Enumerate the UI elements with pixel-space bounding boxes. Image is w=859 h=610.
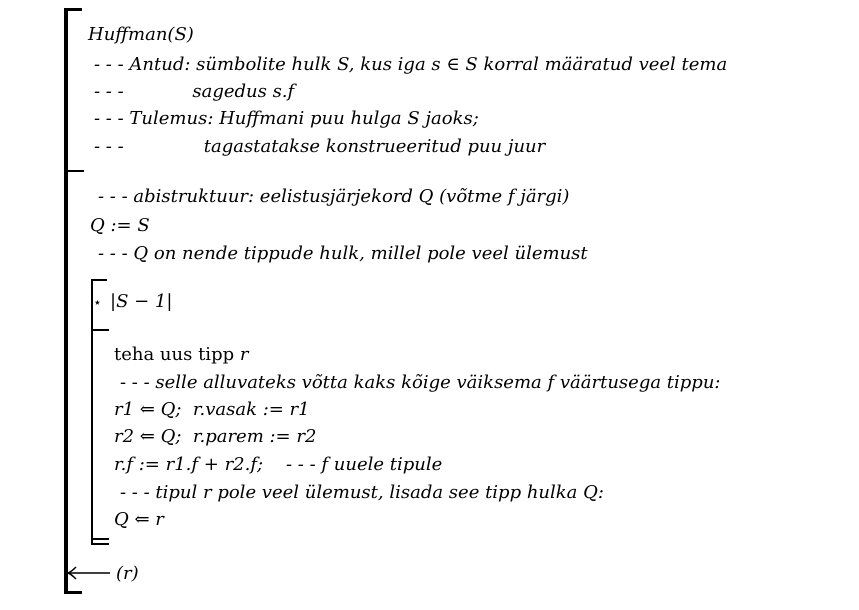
- loop-line-new-node-var: r: [239, 344, 249, 365]
- loop-line-new-node-text: teha uus tipp: [114, 344, 240, 365]
- loop-line-new-node: [114, 344, 248, 366]
- return-expression: (r): [116, 563, 139, 584]
- loop-bracket-bottom-2: [91, 543, 109, 545]
- loop-star-icon: ⋆: [93, 295, 102, 311]
- header-comment-given: - - - Antud: sümbolite hulk S, kus iga s ∈ S korral määratud veel tema: [94, 54, 728, 75]
- loop-line-right-child: r2 ⇐ Q; r.parem := r2: [114, 426, 317, 447]
- comment-q-description: - - - Q on nende tippude hulk, millel pole veel ülemust: [98, 243, 588, 264]
- loop-bracket-vertical: [91, 279, 93, 544]
- outer-bracket-top: [64, 8, 82, 11]
- header-comment-result: - - - Tulemus: Huffmani puu hulga S jaoks;: [94, 108, 479, 129]
- loop-comment-insert: - - - tipul r pole veel ülemust, lisada see tipp hulka Q:: [120, 482, 604, 503]
- loop-bracket-bottom-1: [91, 538, 109, 540]
- loop-header-separator: [91, 329, 109, 331]
- loop-line-frequency-sum: r.f := r1.f + r2.f; - - - f uuele tipule: [114, 454, 443, 475]
- loop-line-left-child: r1 ⇐ Q; r.vasak := r1: [114, 399, 310, 420]
- loop-bracket-top: [91, 279, 107, 281]
- outer-bracket-vertical: [64, 8, 68, 594]
- header-comment-frequency: - - - sagedus s.f: [94, 81, 295, 102]
- return-arrow-icon: [66, 565, 112, 581]
- loop-count-expression: |S − 1|: [110, 291, 173, 312]
- header-comment-returns: - - - tagastatakse konstrueeritud puu juur: [94, 136, 546, 157]
- assign-q-statement: Q := S: [90, 215, 150, 236]
- procedure-title: Huffman(S): [88, 24, 194, 45]
- comment-priority-queue: - - - abistruktuur: eelistusjärjekord Q (võtme f järgi): [98, 186, 570, 207]
- header-separator: [64, 170, 84, 172]
- outer-bracket-bottom: [64, 591, 82, 594]
- loop-line-insert-q: Q ⇐ r: [114, 509, 164, 530]
- loop-comment-children: - - - selle alluvateks võtta kaks kõige väiksema f väärtusega tippu:: [120, 372, 721, 393]
